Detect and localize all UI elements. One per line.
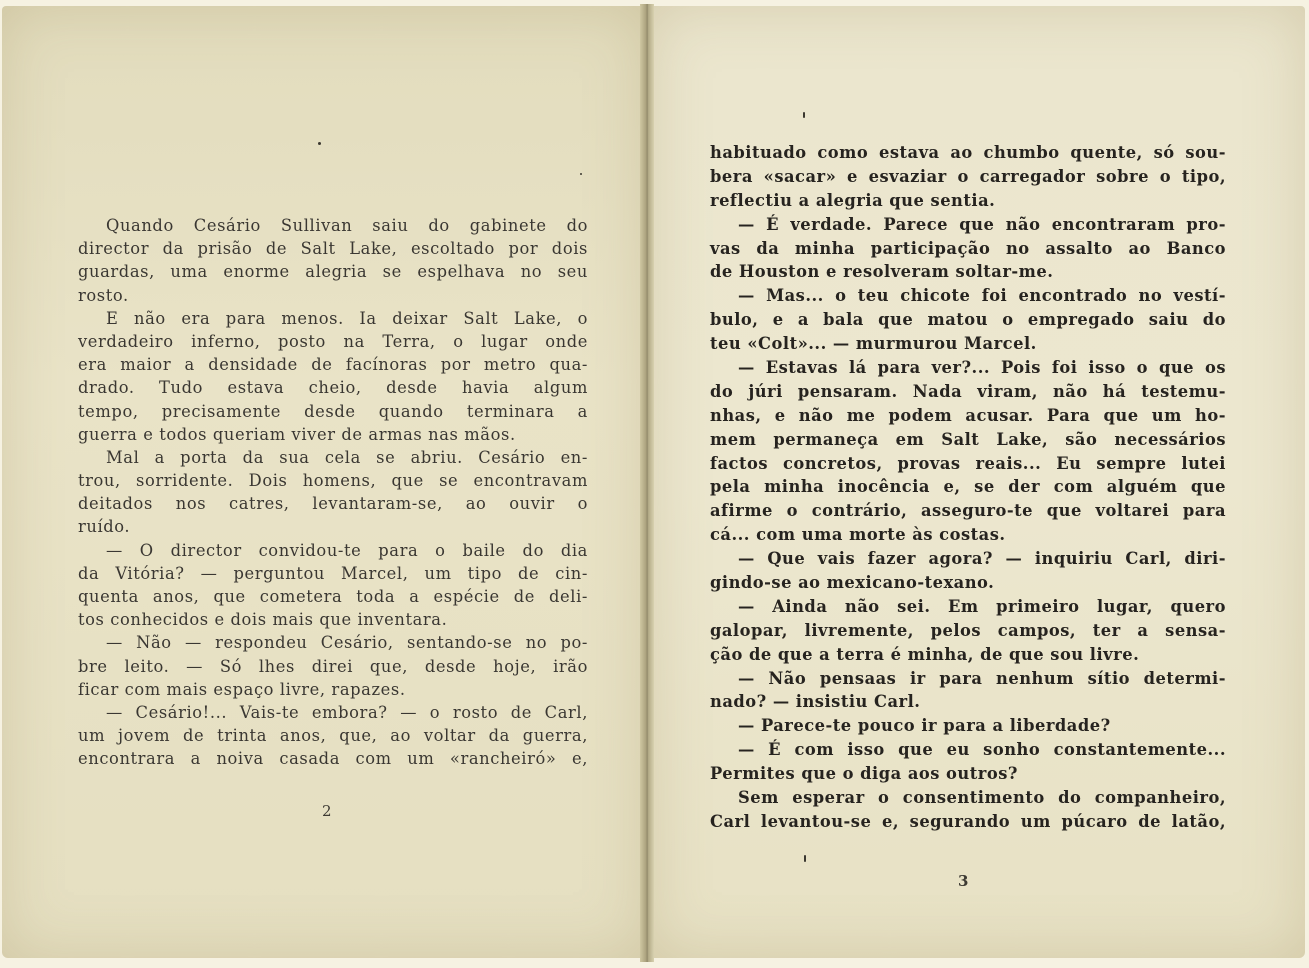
text-line: drado. Tudo estava cheio, desde havia algum bbox=[78, 378, 588, 398]
text-line: bulo, e a bala que matou o empregado saiu do bbox=[710, 310, 1226, 330]
text-line: E não era para menos. Ia deixar Salt Lake, o bbox=[106, 308, 588, 328]
text-line: Mal a porta da sua cela se abriu. Cesário en- bbox=[106, 447, 588, 467]
text-line: Permites que o diga aos outros? bbox=[710, 764, 1018, 784]
text-line: teu «Colt»... — murmurou Marcel. bbox=[710, 334, 1037, 354]
text-line: — Mas... o teu chicote foi encontrado no vestí- bbox=[738, 286, 1226, 306]
text-line: do júri pensaram. Nada viram, não há testemu- bbox=[710, 381, 1226, 401]
text-line: quenta anos, que cometera toda a espécie de deli- bbox=[78, 587, 588, 606]
text-line: tos conhecidos e dois mais que inventara. bbox=[78, 610, 448, 630]
text-line: ção de que a terra é minha, de que sou livre. bbox=[710, 644, 1140, 664]
text-line: Quando Cesário Sullivan saiu do gabinete do bbox=[106, 216, 588, 235]
text-line: — Cesário!... Vais-te embora? — o rosto de Carl, bbox=[106, 702, 588, 722]
ink-speck bbox=[318, 142, 321, 145]
text-line: — Parece-te pouco ir para a liberdade? bbox=[738, 716, 1111, 736]
text-line: verdadeiro inferno, posto na Terra, o lugar onde bbox=[78, 331, 588, 351]
text-line: rosto. bbox=[78, 285, 129, 305]
text-line: guerra e todos queriam viver de armas nas mãos. bbox=[78, 424, 516, 444]
text-line: — O director convidou-te para o baile do dia bbox=[106, 540, 588, 560]
text-line: director da prisão de Salt Lake, escoltado por dois bbox=[78, 239, 588, 259]
text-line: da Vitória? — perguntou Marcel, um tipo de cin- bbox=[78, 563, 588, 583]
text-line: guardas, uma enorme alegria se espelhava no seu bbox=[78, 262, 588, 282]
text-line: — Que vais fazer agora? — inquiriu Carl, diri- bbox=[738, 549, 1226, 569]
text-line: mem permaneça em Salt Lake, são necessários bbox=[710, 429, 1226, 449]
book-gutter bbox=[640, 4, 654, 962]
text-line: ficar com mais espaço livre, rapazes. bbox=[78, 679, 406, 699]
text-line: trou, sorridente. Dois homens, que se encontravam bbox=[78, 471, 588, 491]
text-line: gindo-se ao mexicano-texano. bbox=[710, 573, 995, 593]
text-line: nado? — insistiu Carl. bbox=[710, 692, 921, 712]
page-number-right: 3 bbox=[958, 872, 969, 890]
text-line: galopar, livremente, pelos campos, ter a sensa- bbox=[710, 620, 1226, 640]
text-line: afirme o contrário, asseguro-te que voltarei para bbox=[710, 501, 1226, 521]
text-line: era maior a densidade de facínoras por metro qua- bbox=[78, 355, 588, 375]
text-line: — É verdade. Parece que não encontraram pro- bbox=[738, 214, 1226, 234]
text-line: Carl levantou-se e, segurando um púcaro de latão, bbox=[710, 811, 1226, 831]
text-line: tempo, precisamente desde quando terminara a bbox=[78, 401, 588, 421]
text-line: bera «sacar» e esvaziar o carregador sobre o tipo, bbox=[710, 166, 1226, 186]
text-line: pela minha inocência e, se der com alguém que bbox=[710, 477, 1226, 497]
text-line: ruído. bbox=[78, 517, 131, 537]
text-line: — Estavas lá para ver?... Pois foi isso o que os bbox=[738, 358, 1226, 378]
text-line: vas da minha participação no assalto ao Banco bbox=[710, 238, 1226, 258]
text-line: — Não pensaas ir para nenhum sítio determi- bbox=[738, 668, 1226, 688]
text-line: reflectiu a alegria que sentia. bbox=[710, 190, 996, 210]
text-line: — Não — respondeu Cesário, sentando-se no po- bbox=[106, 633, 588, 653]
right-page-text bbox=[710, 141, 1226, 834]
text-line: Sem esperar o consentimento do companheiro, bbox=[738, 788, 1226, 808]
text-line: cá... com uma morte às costas. bbox=[710, 525, 1006, 545]
left-page-text bbox=[78, 214, 588, 771]
text-line: — Ainda não sei. Em primeiro lugar, quero bbox=[738, 596, 1226, 616]
text-line: encontrara a noiva casada com um «rancheiró» e, bbox=[78, 749, 588, 769]
text-line: de Houston e resolveram soltar-me. bbox=[710, 262, 1054, 282]
text-line: deitados nos catres, levantaram-se, ao ouvir o bbox=[78, 494, 588, 514]
text-line: um jovem de trinta anos, que, ao voltar da guerra, bbox=[78, 726, 588, 746]
ink-speck bbox=[804, 855, 806, 862]
page-number-left: 2 bbox=[322, 802, 332, 820]
text-line: — É com isso que eu sonho constantemente... bbox=[738, 740, 1226, 760]
ink-speck bbox=[580, 173, 582, 175]
text-line: bre leito. — Só lhes direi que, desde hoje, irão bbox=[78, 656, 588, 676]
ink-speck bbox=[803, 112, 805, 118]
text-line: habituado como estava ao chumbo quente, só sou- bbox=[710, 143, 1226, 162]
text-line: nhas, e não me podem acusar. Para que um ho- bbox=[710, 405, 1226, 425]
text-line: factos concretos, provas reais... Eu sempre lutei bbox=[710, 453, 1226, 473]
